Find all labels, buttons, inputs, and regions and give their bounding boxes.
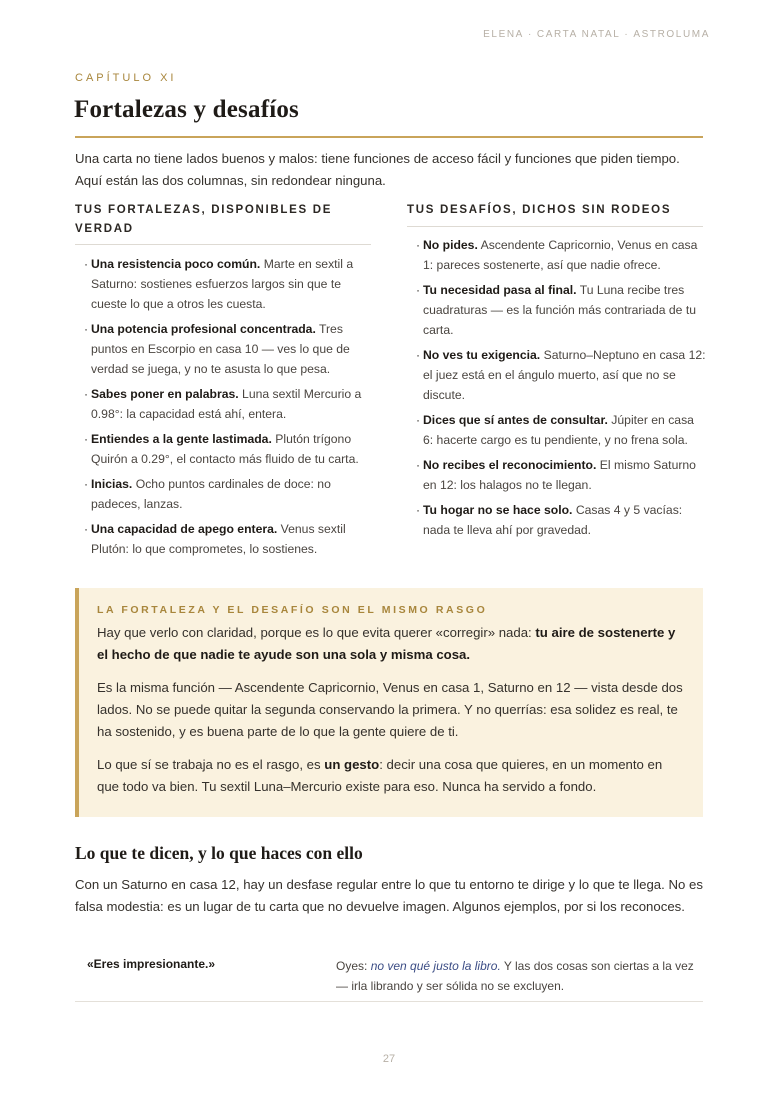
chapter-intro: Una carta no tiene lados buenos y malos: tiene funciones de acceso fácil y funciones que piden tiempo. Aquí están las dos columnas, sin redondear ninguna. xyxy=(75,151,680,188)
challenge-item-text: Ascendente Capricornio, Venus en casa 1: pareces sostenerte, así que nadie ofrece. xyxy=(423,238,698,272)
strength-item-text: Luna sextil Mercurio a 0.98°: la capacidad está ahí, entera. xyxy=(91,387,362,421)
bullet-mark: · xyxy=(84,322,89,336)
bullet-mark: · xyxy=(84,477,89,491)
callout-kicker: LA FORTALEZA Y EL DESAFÍO SON EL MISMO RASGO xyxy=(97,604,488,616)
strength-item-text: Ocho puntos cardinales de doce: no padeces, lanzas. xyxy=(91,477,331,511)
challenge-item xyxy=(416,345,706,405)
strength-item-text: Tres puntos en Escorpio en casa 10 — ves lo que de verdad se juega, y no te asusta lo que pesa. xyxy=(91,322,350,376)
strengths-divider xyxy=(75,244,371,245)
bullet-mark: · xyxy=(416,413,421,427)
strength-item xyxy=(84,254,369,314)
challenges-divider xyxy=(407,226,703,227)
challenge-item xyxy=(416,455,706,495)
strengths-list xyxy=(84,254,369,564)
callout-p1-text: Hay que verlo con claridad, porque es lo que evita querer «corregir» nada: xyxy=(97,625,536,640)
bullet-mark: · xyxy=(84,522,89,536)
header-separator: · xyxy=(624,29,630,40)
challenge-item-lead: Dices que sí antes de consultar. xyxy=(423,413,608,427)
callout-paragraph-1 xyxy=(97,622,685,666)
challenge-item-lead: No pides. xyxy=(423,238,478,252)
callout-paragraph-3 xyxy=(97,754,685,798)
challenge-item-lead: Tu hogar no se hace solo. xyxy=(423,503,573,517)
strength-item-lead: Sabes poner en palabras. xyxy=(91,387,239,401)
strength-item xyxy=(84,429,369,469)
challenge-item-lead: No recibes el reconocimiento. xyxy=(423,458,597,472)
section-text: Con un Saturno en casa 12, hay un desfase regular entre lo que tu entorno te dirige y lo que te llega. No es falsa modestia: es un lugar de tu carta que no devuelve imagen. Algunos ejemplos, por si los reconoces. xyxy=(75,877,703,914)
header-name: ELENA xyxy=(483,29,524,40)
callout-p3-bold: un gesto xyxy=(324,757,380,772)
quote-row xyxy=(75,950,703,1002)
quote-answer-italic: no ven qué justo la libro. xyxy=(370,959,501,973)
quote-answer-rest: Y las dos cosas son ciertas a la vez — irla librando y ser sólida no se excluyen. xyxy=(336,959,694,993)
challenge-item xyxy=(416,280,706,340)
bullet-mark: · xyxy=(84,387,89,401)
challenge-item xyxy=(416,410,706,450)
bullet-mark: · xyxy=(416,348,421,362)
strength-item-lead: Entiendes a la gente lastimada. xyxy=(91,432,272,446)
bullet-mark: · xyxy=(416,283,421,297)
quote-answer xyxy=(336,956,696,996)
header-separator: · xyxy=(527,29,533,40)
chapter-title: Fortalezas y desafíos xyxy=(74,96,299,123)
challenge-item-text: Tu Luna recibe tres cuadraturas — es la función más contrariada de tu carta. xyxy=(423,283,697,337)
challenge-item-text: Júpiter en casa 6: hacerte cargo es tu pendiente, y no frena sola. xyxy=(423,413,694,447)
strength-item xyxy=(84,519,369,559)
challenges-heading: TUS DESAFÍOS, DICHOS SIN RODEOS xyxy=(407,204,672,216)
strengths-heading: TUS FORTALEZAS, DISPONIBLES DE VERDAD xyxy=(75,204,333,235)
strength-item-lead: Una resistencia poco común. xyxy=(91,257,261,271)
header-brand: ASTROLUMA xyxy=(633,29,710,40)
running-header xyxy=(483,29,710,40)
strength-item-lead: Una capacidad de apego entera. xyxy=(91,522,278,536)
challenge-item-text: El mismo Saturno en 12: los halagos no te llegan. xyxy=(423,458,696,492)
strength-item xyxy=(84,319,369,379)
challenge-item-lead: Tu necesidad pasa al final. xyxy=(423,283,577,297)
title-divider xyxy=(75,136,703,138)
bullet-mark: · xyxy=(416,503,421,517)
bullet-mark: · xyxy=(416,458,421,472)
challenge-item xyxy=(416,500,706,540)
bullet-mark: · xyxy=(84,432,89,446)
quote-answer-prefix: Oyes: xyxy=(336,959,371,973)
callout-paragraph-2: Es la misma función — Ascendente Capricornio, Venus en casa 1, Saturno en 12 — vista desde dos lados. No se puede quitar la segunda conservando la primera. Y no querrías: esa solidez es real, te ha sostenido, y es buena parte de lo que la gente quiere de ti. xyxy=(97,680,683,739)
callout-p3-text-b: : decir una cosa que quieres, en un momento en que todo va bien. Tu sextil Luna–Mercurio existe para eso. Nunca ha servido a fondo. xyxy=(97,757,663,794)
strength-item-lead: Una potencia profesional concentrada. xyxy=(91,322,316,336)
challenge-item xyxy=(416,235,706,275)
section-title: Lo que te dicen, y lo que haces con ello xyxy=(75,843,363,863)
strength-item-text: Marte en sextil a Saturno: sostienes esfuerzos largos sin que te cueste lo que a otros les cuesta. xyxy=(91,257,354,311)
challenge-item-text: Casas 4 y 5 vacías: nada te lleva ahí por gravedad. xyxy=(423,503,683,537)
strength-item-lead: Inicias. xyxy=(91,477,133,491)
strength-item xyxy=(84,384,369,424)
page-number: 27 xyxy=(382,1053,396,1065)
quote-phrase: «Eres impresionante.» xyxy=(87,957,216,971)
bullet-mark: · xyxy=(84,257,89,271)
bullet-mark: · xyxy=(416,238,421,252)
strength-item-text: Venus sextil Plutón: lo que comprometes, lo sostienes. xyxy=(91,522,346,556)
challenge-item-text: Saturno–Neptuno en casa 12: el juez está en el ángulo muerto, así que no se discute. xyxy=(423,348,706,402)
header-doc: CARTA NATAL xyxy=(536,29,621,40)
strength-item-text: Plutón trígono Quirón a 0.29°, el contacto más fluido de tu carta. xyxy=(91,432,359,466)
challenges-list xyxy=(416,235,706,545)
strength-item xyxy=(84,474,369,514)
callout-p3-text-a: Lo que sí se trabaja no es el rasgo, es xyxy=(97,757,325,772)
callout-box xyxy=(75,588,703,817)
callout-p1-bold: tu aire de sostenerte y el hecho de que nadie te ayude son una sola y misma cosa. xyxy=(97,625,676,662)
challenge-item-lead: No ves tu exigencia. xyxy=(423,348,541,362)
chapter-kicker: CAPÍTULO XI xyxy=(75,72,177,84)
